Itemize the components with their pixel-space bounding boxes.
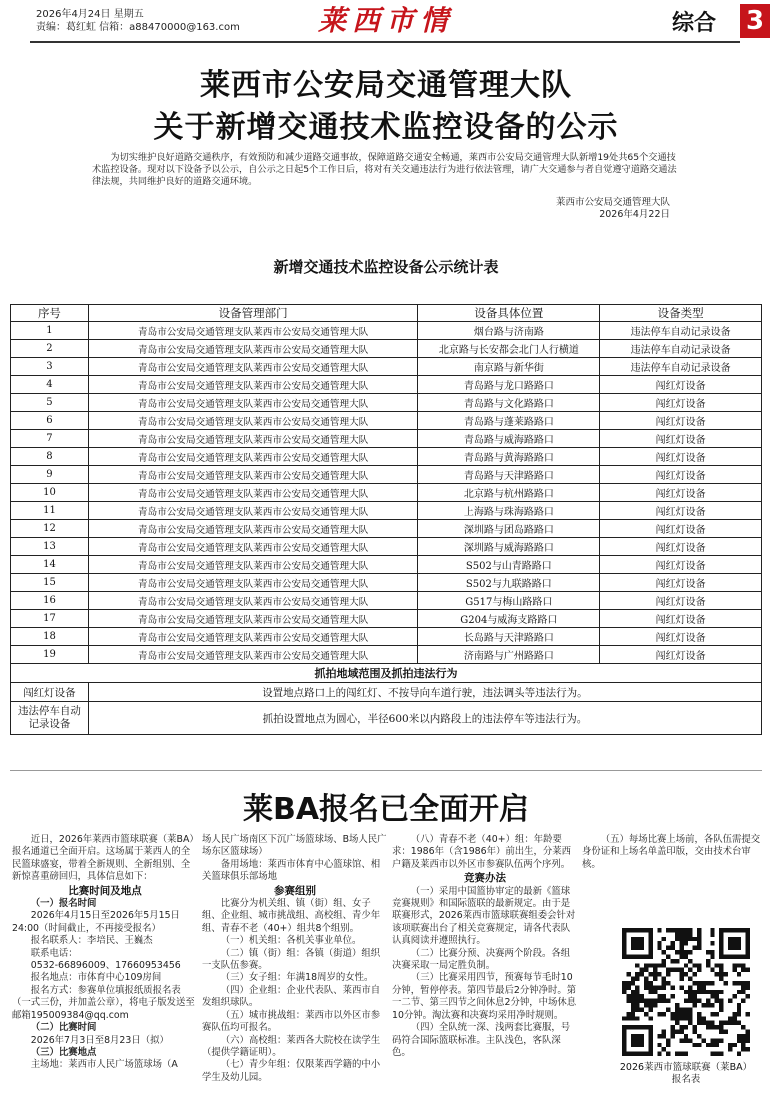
row-type: 闯红灯设备 [600,448,762,466]
row-type: 违法停车自动记录设备 [600,358,762,376]
table-row [11,430,762,448]
section-divider [10,770,762,771]
ba-paragraph: （四）企业组：企业代表队、莱西市自发组织球队。 [202,984,381,1009]
row-location: 青岛路与龙口路路口 [418,376,600,394]
row-location: S502与山青路路口 [418,556,600,574]
editor-line: 责编：葛红虹 信箱：a88470000@163.com [36,22,240,33]
ba-paragraph: （一）采用中国篮协审定的最新《篮球竞赛规则》和国际篮联的最新规定。由于是联赛形式，2026莱西市篮球联赛组委会针对该项联赛出台了相关竞赛规定，请各代表队认真阅读并遵照执行。 [392,885,576,947]
header-location: 设备具体位置 [418,305,600,322]
row-dept: 青岛市公安局交通管理支队莱西市公安局交通管理大队 [88,502,418,520]
row-no: 8 [11,448,89,466]
row-type: 闯红灯设备 [600,556,762,574]
ba-paragraph: （二）比赛分预、决赛两个阶段。各组决赛采取一局定胜负制。 [392,947,571,972]
table-row [11,376,762,394]
rule-desc: 设置地点路口上的闯红灯、不按导向车道行驶，违法调头等违法行为。 [88,683,761,702]
row-location: 青岛路与黄海路路口 [418,448,600,466]
row-type: 闯红灯设备 [600,592,762,610]
row-no: 10 [11,484,89,502]
ba-heading: 竞赛办法 [464,872,506,885]
ba-heading: 比赛时间及地点 [68,884,142,897]
row-type: 闯红灯设备 [600,628,762,646]
rule-type: 违法停车自动记录设备 [11,702,89,735]
row-location: S502与九联路路口 [418,574,600,592]
row-dept: 青岛市公安局交通管理支队莱西市公安局交通管理大队 [88,412,418,430]
row-no: 17 [11,610,89,628]
row-location: 上海路与珠海路路口 [418,502,600,520]
row-dept: 青岛市公安局交通管理支队莱西市公安局交通管理大队 [88,394,418,412]
header-no: 序号 [11,305,89,322]
row-location: G517与梅山路路口 [418,592,600,610]
notice-title-line1: 莱西市公安局交通管理大队 [200,68,572,103]
ba-heading: 参赛组别 [274,884,316,897]
ba-column-2 [202,834,388,1084]
ba-subheading: （三）比赛地点 [30,1046,97,1058]
row-location: 青岛路与蓬莱路路口 [418,412,600,430]
row-dept: 青岛市公安局交通管理支队莱西市公安局交通管理大队 [88,358,418,376]
ba-paragraph: （八）青春不老（40+）组：年龄要求：1986年（含1986年）前出生，分莱西户籍及莱西市以外区市参赛队伍两个序列。 [392,834,571,870]
notice-intro: 为切实维护良好道路交通秩序，有效预防和减少道路交通事故，保障道路交通安全畅通，莱西市公安局交通管理大队新增19处共65个交通技术监控设备。现对以下设备予以公示，自公示之日起5个工作日后，将对有关交通违法行为进行依法管理，请广大交通参与者自觉遵守道路交通法律法规，共同维护良好的道路交通环境。 [92,152,677,187]
ba-subheading: （一）报名时间 [30,898,97,910]
table-row [11,322,762,340]
ba-subheading: （二）比赛时间 [30,1022,97,1034]
row-location: G204与威海支路路口 [418,610,600,628]
table-row [11,556,762,574]
table-row [11,394,762,412]
row-no: 3 [11,358,89,376]
qr-code-icon[interactable] [622,928,750,1056]
row-type: 闯红灯设备 [600,520,762,538]
ba-paragraph: （五）每场比赛上场前，各队伍需提交身份证和上场名单盖印版，交由技术台审核。 [582,834,761,870]
table-row [11,628,762,646]
row-no: 14 [11,556,89,574]
table-title: 新增交通技术监控设备公示统计表 [273,258,499,276]
row-no: 1 [11,322,89,340]
ba-intro: 近日，2026年莱西市篮球联赛（莱BA）报名通道已全面开启。这场属于莱西人的全民篮球盛宴，带着全新规则、全新组别、全新惊喜重磅回归，具体信息如下： [12,834,195,883]
table-row [11,538,762,556]
table-row [11,574,762,592]
ba-paragraph: 报名联系人：李培民、王巍杰 [30,935,153,947]
table-row [11,358,762,376]
table-header-row [11,305,762,322]
row-location: 青岛路与威海路路口 [418,430,600,448]
row-type: 违法停车自动记录设备 [600,340,762,358]
row-dept: 青岛市公安局交通管理支队莱西市公安局交通管理大队 [88,430,418,448]
header-type: 设备类型 [600,305,762,322]
row-type: 闯红灯设备 [600,538,762,556]
ba-column-4 [582,834,762,871]
ba-paragraph: 备用场地：莱西市体育中心篮球馆、相关篮球俱乐部场地 [202,858,381,883]
row-location: 烟台路与济南路 [418,322,600,340]
row-type: 闯红灯设备 [600,646,762,664]
row-dept: 青岛市公安局交通管理支队莱西市公安局交通管理大队 [88,574,418,592]
row-dept: 青岛市公安局交通管理支队莱西市公安局交通管理大队 [88,484,418,502]
monitor-table [10,304,762,735]
row-location: 青岛路与天津路路口 [418,466,600,484]
ba-paragraph: 2026年4月15日至2026年5月15日24:00（时间截止，不再接受报名） [12,910,180,934]
table-row [11,412,762,430]
notice-signer: 莱西市公安局交通管理大队 [555,197,670,208]
ba-paragraph: 报名地点：市体育中心109房间 [30,972,162,984]
ba-paragraph: 比赛分为机关组、镇（街）组、女子组、企业组、城市挑战组、高校组、青少年组、青春不老（40+）组共8个组别。 [202,898,381,934]
header-info [36,8,240,34]
table-row [11,340,762,358]
row-dept: 青岛市公安局交通管理支队莱西市公安局交通管理大队 [88,538,418,556]
row-dept: 青岛市公安局交通管理支队莱西市公安局交通管理大队 [88,610,418,628]
table-row [11,466,762,484]
masthead-logo: 莱西市情 [318,4,455,37]
ba-paragraph: （二）镇（街）组：各镇（街道）组织一支队伍参赛。 [202,947,381,972]
header-dept: 设备管理部门 [88,305,418,322]
ba-title: 莱BA报名已全面开启 [242,792,530,827]
row-type: 闯红灯设备 [600,394,762,412]
row-dept: 青岛市公安局交通管理支队莱西市公安局交通管理大队 [88,340,418,358]
ba-paragraph: （五）城市挑战组：莱西市以外区市参赛队伍均可报名。 [202,1009,381,1034]
row-location: 深圳路与团岛路路口 [418,520,600,538]
row-no: 13 [11,538,89,556]
issue-date: 2026年4月24日 星期五 [36,9,144,20]
ba-paragraph: （三）比赛采用四节，预赛每节毛时10分钟，暂停停表。第四节最后2分钟净时。第一二节、第三四节之间休息2分钟，中场休息10分钟。淘汰赛和决赛均采用净时规则。 [392,972,577,1021]
table-row [11,592,762,610]
ba-paragraph: 报名方式：参赛单位填报纸质报名表（一式三份，并加盖公章），将电子版发送至邮箱195009384@qq.com [12,984,195,1021]
ba-paragraph: （六）高校组：莱西各大院校在读学生（提供学籍证明）。 [202,1034,381,1058]
qr-caption-line2: 报名表 [671,1074,701,1085]
row-no: 6 [11,412,89,430]
ba-column-1 [12,834,198,1072]
row-type: 闯红灯设备 [600,574,762,592]
row-no: 18 [11,628,89,646]
row-type: 闯红灯设备 [600,412,762,430]
row-no: 19 [11,646,89,664]
row-no: 2 [11,340,89,358]
row-dept: 青岛市公安局交通管理支队莱西市公安局交通管理大队 [88,520,418,538]
row-type: 闯红灯设备 [600,610,762,628]
row-dept: 青岛市公安局交通管理支队莱西市公安局交通管理大队 [88,448,418,466]
row-no: 12 [11,520,89,538]
ba-paragraph: 主场地：莱西市人民广场篮球场（A [30,1059,178,1071]
table-row [11,646,762,664]
rule-row-parking [11,702,762,735]
ba-paragraph: 场人民广场南区下沉广场篮球场、B场人民广场东区篮球场） [202,834,387,858]
row-no: 16 [11,592,89,610]
row-dept: 青岛市公安局交通管理支队莱西市公安局交通管理大队 [88,376,418,394]
ba-paragraph: （七）青少年组：仅限莱西学籍的中小学生及幼儿园。 [202,1059,381,1083]
qr-caption-line1: 2026莱西市篮球联赛（莱BA） [619,1062,753,1073]
row-location: 深圳路与威海路路口 [418,538,600,556]
row-dept: 青岛市公安局交通管理支队莱西市公安局交通管理大队 [88,628,418,646]
row-location: 长岛路与天津路路口 [418,628,600,646]
row-location: 北京路与杭州路路口 [418,484,600,502]
ba-paragraph: （三）女子组：年满18周岁的女性。 [220,972,374,984]
notice-title-line2: 关于新增交通技术监控设备的公示 [153,110,619,145]
row-type: 闯红灯设备 [600,484,762,502]
row-dept: 青岛市公安局交通管理支队莱西市公安局交通管理大队 [88,466,418,484]
qr-caption [600,1062,772,1086]
ba-paragraph: 2026年7月3日至8月23日（拟） [30,1034,169,1046]
ba-paragraph: （一）机关组：各机关事业单位。 [220,935,362,947]
section-name: 综合 [672,11,717,36]
row-no: 4 [11,376,89,394]
table-row [11,448,762,466]
row-type: 闯红灯设备 [600,430,762,448]
ba-column-3 [392,834,578,1059]
ba-paragraph: （四）全队统一深、浅两套比赛服，号码符合国际篮联标准。主队浅色，客队深色。 [392,1022,571,1058]
page-number: 3 [740,4,770,38]
table-row [11,502,762,520]
scope-title: 抓拍地域范围及抓拍违法行为 [11,664,762,683]
ba-paragraph: 联系电话： [30,947,78,959]
row-no: 15 [11,574,89,592]
row-no: 9 [11,466,89,484]
row-location: 南京路与新华街 [418,358,600,376]
ba-paragraph: 0532-66896009、17660953456 [30,960,181,972]
row-dept: 青岛市公安局交通管理支队莱西市公安局交通管理大队 [88,322,418,340]
notice-sign-date: 2026年4月22日 [599,209,670,220]
row-dept: 青岛市公安局交通管理支队莱西市公安局交通管理大队 [88,556,418,574]
row-location: 北京路与长安都会北门人行横道 [418,340,600,358]
row-no: 11 [11,502,89,520]
table-row [11,610,762,628]
rule-row-redlight [11,683,762,702]
table-row [11,520,762,538]
scope-title-row [11,664,762,683]
row-dept: 青岛市公安局交通管理支队莱西市公安局交通管理大队 [88,592,418,610]
row-location: 济南路与广州路路口 [418,646,600,664]
row-location: 青岛路与文化路路口 [418,394,600,412]
row-type: 闯红灯设备 [600,466,762,484]
row-type: 违法停车自动记录设备 [600,322,762,340]
row-type: 闯红灯设备 [600,502,762,520]
rule-type: 闯红灯设备 [11,683,89,702]
row-no: 5 [11,394,89,412]
row-no: 7 [11,430,89,448]
row-dept: 青岛市公安局交通管理支队莱西市公安局交通管理大队 [88,646,418,664]
row-type: 闯红灯设备 [600,376,762,394]
rule-desc: 抓拍设置地点为圆心，半径600米以内路段上的违法停车等违法行为。 [88,702,761,735]
header-divider [30,41,740,43]
table-row [11,484,762,502]
